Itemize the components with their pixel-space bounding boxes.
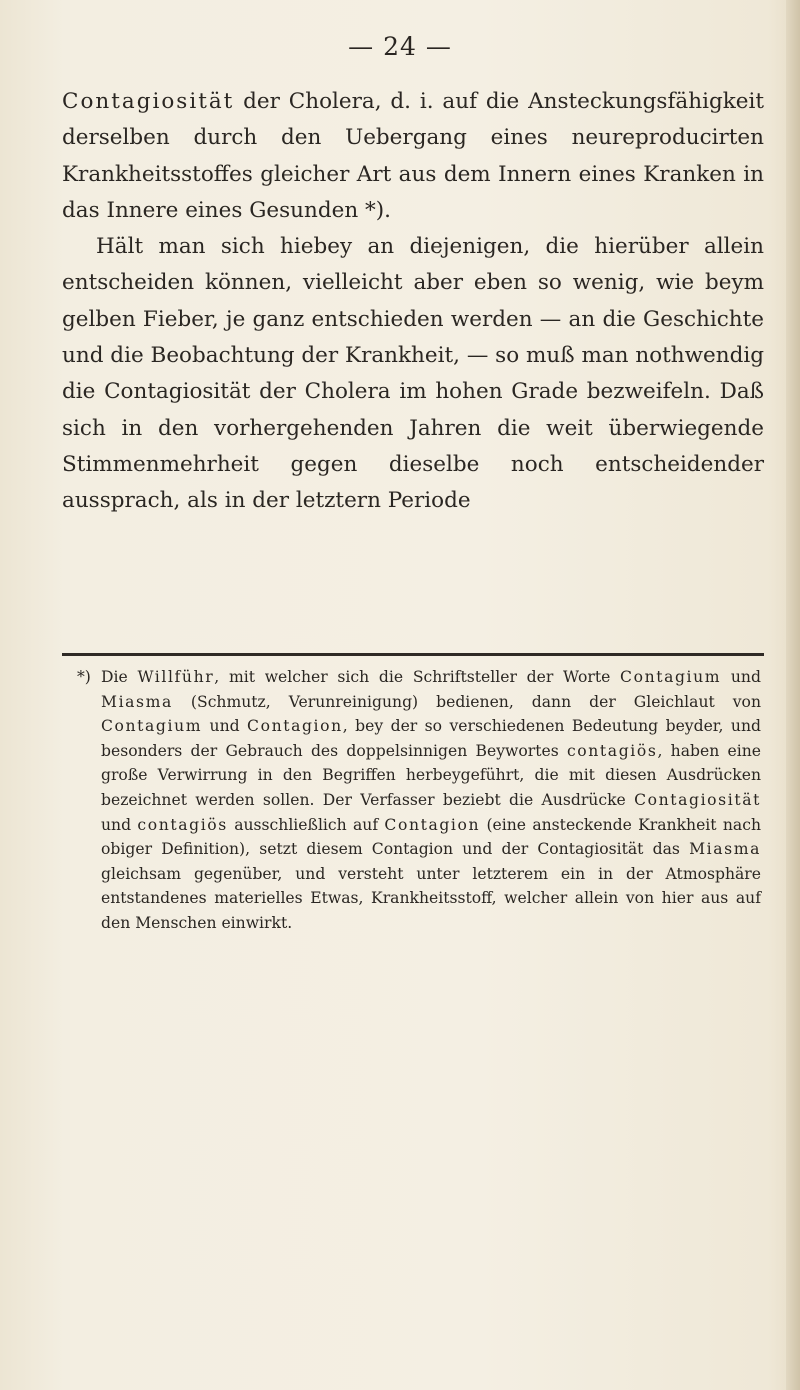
term-contagium: Contagium (620, 668, 722, 686)
term-contagiositaet: Contagiosität (634, 790, 761, 809)
term-contagioes: contagiös (566, 741, 658, 760)
footnote-separator (62, 653, 764, 656)
footnote-paragraph: *) Die Willführ, mit welcher sich die Schriftsteller der Worte Contagium und Miasma (Schmutz, Verunreinigung) bedienen, dann der Gleichlaut von Contagium und Contagion, bey der so verschiedenen Bedeutung beyder, und besonders der Gebrauch des doppelsinnigen Beywortes contagiös, haben eine große Verwirrung in den Begriffen herbeygeführt, die mit diesen Ausdrücken bezeichnet werden sollen. Der Verfasser beziebt die Ausdrücke Contagiosität und contagiös ausschließlich auf Contagion (eine ansteckende Krankheit nach obiger Definition), setzt diesem Contagion und der Contagiosität das Miasma gleichsam gegenüber, und versteht unter letzterem ein in der Atmosphäre entstandenes materielles Etwas, Krankheitsstoff, welcher allein von hier aus auf den Menschen einwirkt. (77, 665, 761, 936)
author-name: Willführ (137, 668, 215, 686)
spaced-term-contagiositaet: Contagiosität (62, 89, 235, 114)
page-edge (786, 0, 800, 1390)
paragraph-1 (62, 84, 764, 229)
term-miasma-2: Miasma (689, 840, 761, 859)
term-contagion: Contagion (247, 717, 343, 736)
main-text (62, 84, 764, 520)
term-miasma: Miasma (101, 692, 173, 711)
footnote (77, 665, 761, 936)
term-contagion-2: Contagion (384, 815, 481, 834)
paragraph-2: Hält man sich hiebey an diejenigen, die hierüber allein entscheiden können, vielleicht aber eben so wenig, wie beym gelben Fieber, je ganz entschieden werden — an die Geschichte und die Beobachtung der Krankheit, — so muß man nothwendig die Contagiosität der Cholera im hohen Grade bezweifeln. Daß sich in den vorhergehenden Jahren die weit überwiegende Stimmenmehrheit gegen dieselbe noch entscheidender aussprach, als in der letztern Periode (62, 234, 764, 514)
term-contagium-2: Contagium (101, 717, 203, 736)
page-number: — 24 — (348, 32, 452, 61)
paragraph-1-text: der Cholera, d. i. auf die Ansteckungsfähigkeit derselben durch den Uebergang eines neureproducirten Krankheitsstoffes gleicher Art aus dem Innern eines Kranken in das Innere eines Gesunden *). (62, 89, 764, 223)
term-contagioes-2: contagiös (137, 815, 228, 834)
footnote-marker: *) (77, 668, 91, 686)
